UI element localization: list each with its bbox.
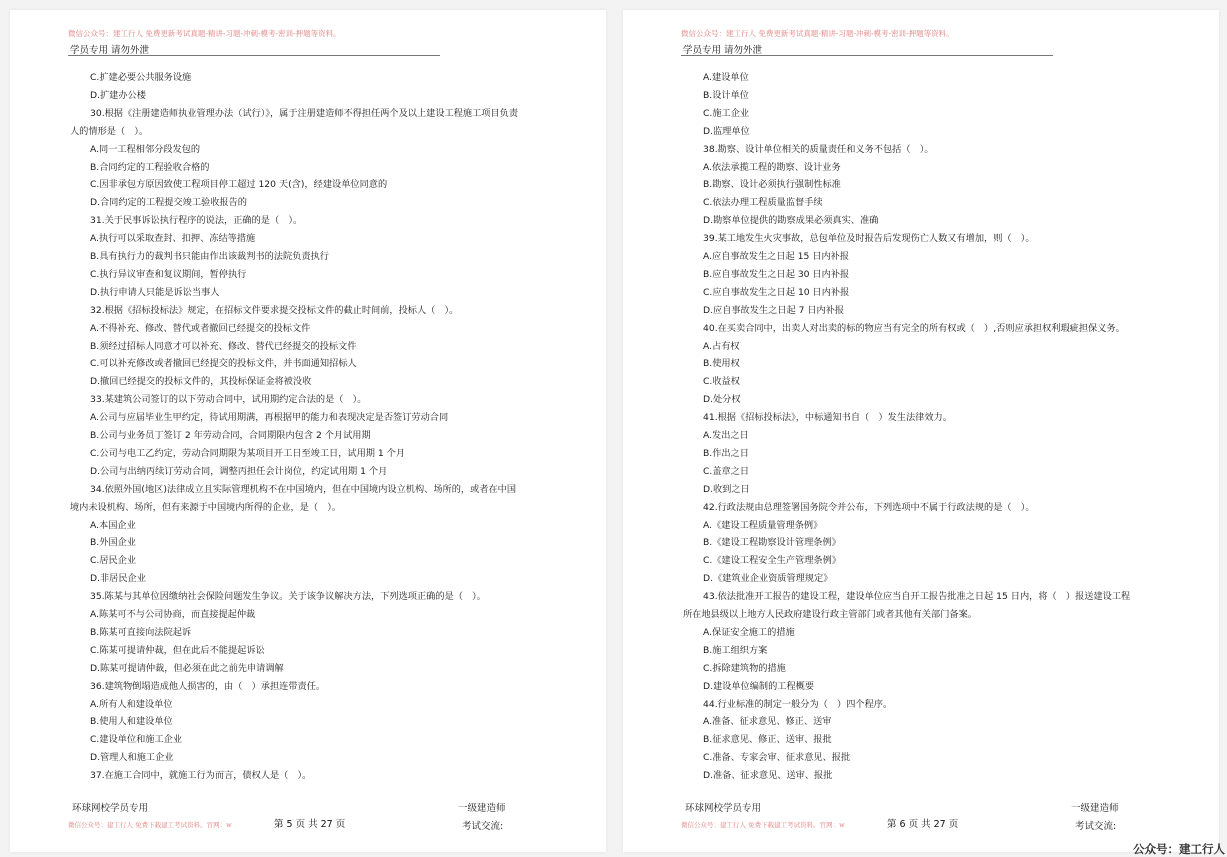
text-line: A.应自事故发生之日起 15 日内补报 [703,251,850,262]
document-page-5 [10,10,606,852]
text-line: C.拆除建筑物的措施 [703,662,786,674]
text-line: C.因非承包方原因致使工程项目停工超过 120 天(含)，经建设单位同意的 [90,179,388,191]
text-line: A.占有权 [703,340,740,352]
text-line: 所在地县级以上地方人民政府建设行政主管部门或者其他有关部门备案。 [683,609,977,620]
text-line: C.《建设工程安全生产管理条例》 [703,555,841,567]
footer-exam: 考试交流: [462,821,504,832]
text-line: 31.关于民事诉讼执行程序的说法，正确的是（ ）。 [90,215,303,227]
text-line: C.依法办理工程质量监督手续 [703,197,823,209]
text-line: D.公司与出纳丙续订劳动合同，调整丙担任会计岗位，约定试用期 1 个月 [90,465,388,477]
text-line: D.扩建办公楼 [90,89,146,101]
text-line: A.依法承揽工程的勘察、设计业务 [703,161,841,173]
text-line: B.公司与业务员丁签订 2 年劳动合同，合同期限内包含 2 个月试用期 [90,430,371,441]
text-line: A.所有人和建设单位 [90,698,173,710]
text-line: A.准备、征求意见、修正、送审 [703,716,832,728]
text-line: D.撤回已经提交的投标文件的，其投标保证金将被没收 [90,376,312,388]
text-line: B.合同约定的工程验收合格的 [90,161,210,173]
text-line: B.使用人和建设单位 [90,716,173,728]
text-line: A.本国企业 [90,519,136,531]
text-line: 36.建筑物倒塌造成他人损害的，由（ ）承担连带责任。 [90,680,326,692]
text-line: A.《建设工程质量管理条例》 [703,519,823,531]
footer-left: 环球网校学员专用 [72,803,149,814]
text-line: C.盖章之日 [703,465,750,477]
text-line: B.《建设工程勘察设计管理条例》 [703,537,841,549]
text-line: D.监理单位 [703,125,750,137]
text-line: C.执行异议审查和复议期间，暂停执行 [90,268,247,280]
text-line: C.建设单位和施工企业 [90,734,183,746]
text-line: D.非居民企业 [90,573,146,585]
page-header: 学员专用 请勿外泄 [70,45,150,56]
text-line: 境内未设机构、场所，但有来源于中国境内所得的企业，是（ ）。 [70,501,342,513]
text-line: 38.勘察、设计单位相关的质量责任和义务不包括（ ）。 [703,143,934,155]
text-line: 44.行业标准的制定一般分为（ ）四个程序。 [703,698,893,710]
text-line: C.公司与电工乙约定，劳动合同期限为某项目开工日至竣工日，试用期 1 个月 [90,447,406,459]
text-line: C.施工企业 [703,107,750,119]
footer-left: 环球网校学员专用 [685,803,762,814]
text-line: D.收到之日 [703,483,750,495]
text-line: B.勘察、设计必须执行强制性标准 [703,179,841,191]
header-divider [68,55,440,56]
text-line: C.应自事故发生之日起 10 日内补报 [703,286,850,298]
text-line: B.施工组织方案 [703,644,768,656]
text-line: 39.某工地发生火灾事故，总包单位及时报告后发现伤亡人数又有增加，则（ ）。 [703,233,1035,245]
text-line: D.建设单位编制的工程概要 [703,680,815,692]
text-line: B.设计单位 [703,89,749,101]
text-line: 32.根据《招标投标法》规定，在招标文件要求提交投标文件的截止时间前，投标人（ ）。 [90,304,459,316]
text-line: D.准备、征求意见、送审、报批 [703,770,833,782]
text-line: A.公司与应届毕业生甲约定，待试用期满，再根据甲的能力和表现决定是否签订劳动合同 [90,412,449,424]
text-line: C.扩建必要公共服务设施 [90,72,192,83]
text-line: A.执行可以采取查封、扣押、冻结等措施 [90,233,256,245]
text-line: D.处分权 [703,394,741,406]
text-line: D.陈某可提请仲裁，但必须在此之前先申请调解 [90,662,284,674]
text-line: 33.某建筑公司签订的以下劳动合同中，试用期约定合法的是（ ）。 [90,394,367,406]
text-line: A.不得补充、修改、替代或者撤回已经提交的投标文件 [90,322,311,334]
text-line: B.陈某可直接向法院起诉 [90,626,192,638]
text-line: 40.在买卖合同中，出卖人对出卖的标的物应当有完全的所有权或（ ）,否则应承担权利瑕疵担保义务。 [703,322,1125,334]
text-line: D.勘察单位提供的勘察成果必须真实、准确 [703,215,879,227]
text-line: A.建设单位 [703,72,749,83]
text-line: B.征求意见、修正、送审、报批 [703,734,832,746]
watermark-bottom: 微信公众号：建工行人 免费下载建工考试资料。官网：w [681,821,845,829]
text-line: C.收益权 [703,376,740,388]
text-line: A.保证安全施工的措施 [703,626,795,638]
text-line: D.应自事故发生之日起 7 日内补报 [703,304,845,316]
text-line: 41.根据《招标投标法》，中标通知书自（ ）发生法律效力。 [703,412,952,424]
document-page-6 [623,10,1219,852]
text-line: 35.陈某与其单位因缴纳社会保险问题发生争议。关于该争议解决方法，下列选项正确的是（ ）。 [90,591,486,603]
credit-label: 公众号：建工行人 [1133,842,1225,856]
footer-right: 一级建造师 [1071,803,1119,814]
text-line: B.作出之日 [703,447,749,459]
page-number: 第 6 页 共 27 页 [885,816,960,830]
text-line: 30.根据《注册建造师执业管理办法（试行）》，属于注册建造师不得担任两个及以上建设工程施工项目负责 [90,107,519,119]
text-line: C.可以补充修改或者撤回已经提交的投标文件，并书面通知招标人 [90,358,357,370]
footer-exam: 考试交流: [1075,821,1117,832]
footer-right: 一级建造师 [458,803,506,814]
text-line: 43.依法批准开工报告的建设工程，建设单位应当自开工报告批准之日起 15 日内，将（ ）报送建设工程 [703,591,1131,603]
text-line: D.合同约定的工程提交竣工验收报告的 [90,197,247,209]
text-line: C.居民企业 [90,555,137,567]
watermark-bottom: 微信公众号：建工行人 免费下载建工考试资料。官网：w [68,821,232,829]
text-line: B.须经过招标人同意才可以补充、修改、替代已经提交的投标文件 [90,340,357,352]
text-line: 人的情形是（ ）。 [70,125,149,137]
text-line: D.执行申请人只能是诉讼当事人 [90,286,220,298]
text-line: B.外国企业 [90,537,136,549]
text-line: A.发出之日 [703,430,749,441]
text-line: B.使用权 [703,358,740,370]
text-line: B.应自事故发生之日起 30 日内补报 [703,268,850,280]
text-line: A.陈某可不与公司协商，而直接提起仲裁 [90,609,256,620]
text-line: 37.在施工合同中，就施工行为而言，债权人是（ ）。 [90,770,312,782]
text-line: 42.行政法规由总理签署国务院令并公布，下列选项中不属于行政法规的是（ ）。 [703,501,1035,513]
text-line: B.具有执行力的裁判书只能由作出该裁判书的法院负责执行 [90,251,329,262]
text-line: C.陈某可提请仲裁，但在此后不能提起诉讼 [90,644,265,656]
header-divider [681,55,1053,56]
page-number: 第 5 页 共 27 页 [272,816,347,830]
watermark-top: 微信公众号：建工行人 免费更新考试真题-精讲-习题-冲刺-模考-密训-押题等资料。 [68,29,341,38]
text-line: C.准备、专家会审、征求意见、报批 [703,752,851,764]
text-line: 34.依照外国(地区)法律成立且实际管理机构不在中国境内，但在中国境内设立机构、场所的，或者在中国 [90,483,517,495]
page-header: 学员专用 请勿外泄 [683,45,763,56]
watermark-top: 微信公众号：建工行人 免费更新考试真题-精讲-习题-冲刺-模考-密训-押题等资料。 [681,29,954,38]
text-line: D.管理人和施工企业 [90,752,174,764]
text-line: D.《建筑业企业资质管理规定》 [703,573,833,585]
text-line: A.同一工程相邻分段发包的 [90,143,201,155]
